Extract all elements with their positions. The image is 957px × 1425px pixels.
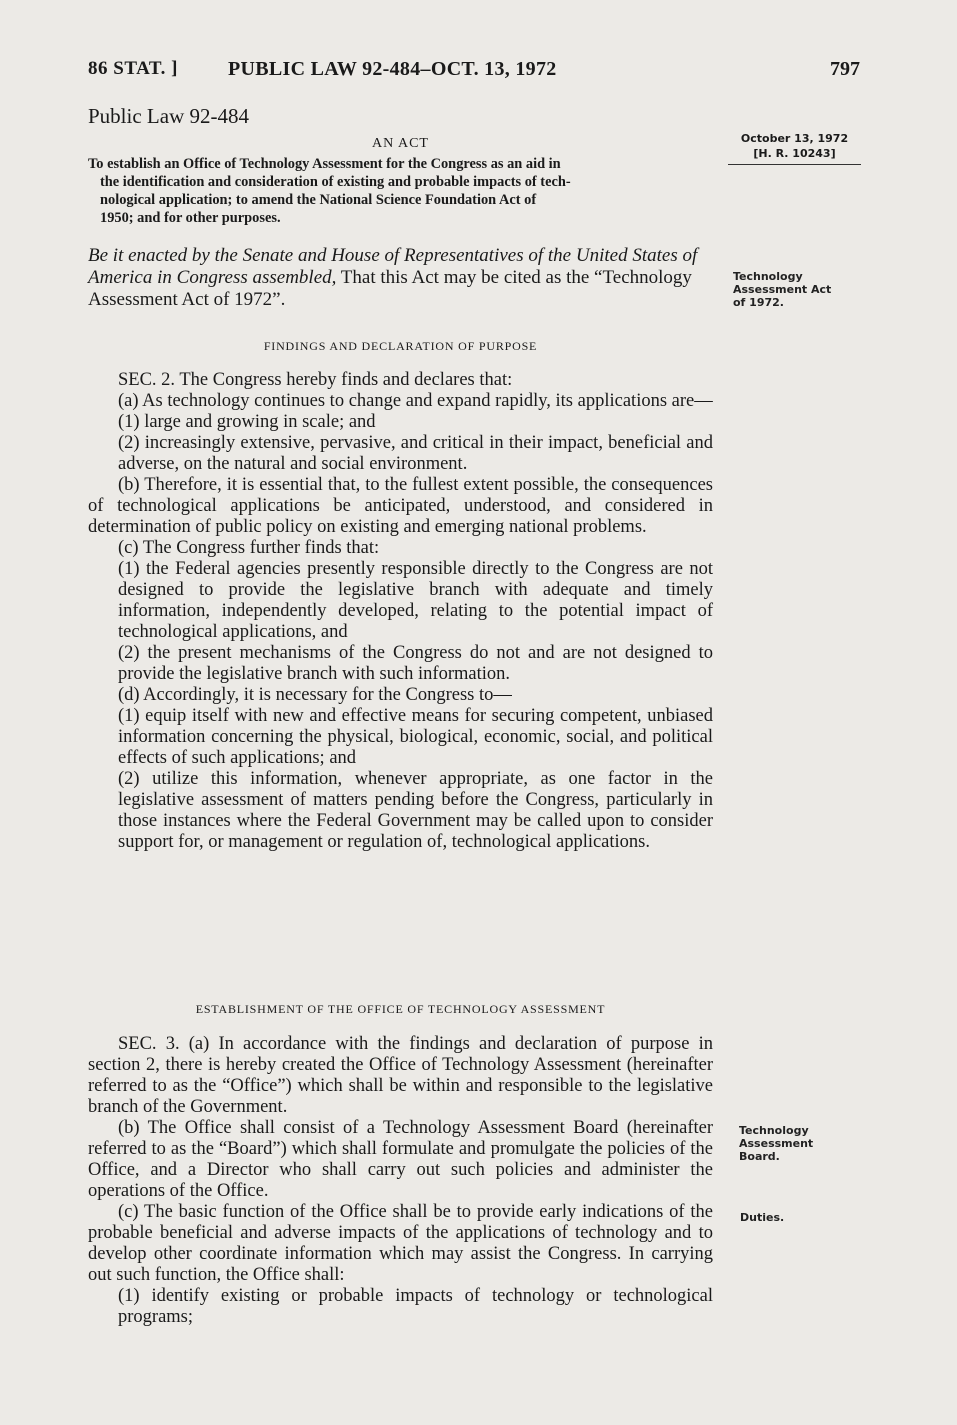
enacting-clause-italic: Be it enacted by the Senate and House of Representatives of the United States of America in Congress assembled, — [88, 245, 698, 288]
paragraph: (1) large and growing in scale; and — [118, 412, 376, 432]
act-title-line: nological application; to amend the National Science Foundation Act of — [100, 192, 537, 208]
enacting-clause-rest: That this Act may be cited as the “Technology Assessment Act of 1972”. — [88, 267, 692, 310]
paragraph: (b) Therefore, it is essential that, to the fullest extent possible, the consequences of technological applications be anticipated, understood, and considered in determination of public policy on existing and emerging national problems. — [88, 475, 713, 537]
margin-date-note — [728, 131, 861, 165]
running-header — [88, 58, 860, 88]
margin-note-line: of 1972. — [733, 296, 784, 309]
paragraph: (1) equip itself with new and effective means for securing competent, unbiased information concerning the physical, biological, economic, social, and political effects of such applications; and — [118, 706, 713, 768]
paragraph: (2) increasingly extensive, pervasive, and critical in their impact, beneficial and adverse, on the natural and social environment. — [118, 433, 713, 474]
margin-note-line: Technology — [733, 270, 803, 283]
paragraph: (c) The basic function of the Office shall be to provide early indications of the probable beneficial and adverse impacts of the applications of technology and to develop other coordinate information which may assist the Congress. In carrying out such function, the Office shall: — [88, 1202, 713, 1285]
margin-note-line: Technology — [739, 1124, 809, 1137]
act-label: AN ACT — [372, 136, 429, 151]
margin-note-line: Assessment Act — [733, 283, 832, 296]
section-2-heading: FINDINGS AND DECLARATION OF PURPOSE — [263, 339, 538, 353]
bill-number: [H. R. 10243] — [753, 147, 836, 160]
section-3-body — [88, 1034, 713, 1328]
enacting-clause — [88, 245, 713, 311]
act-title-line: To establish an Office of Technology Assessment for the Congress as an aid in — [88, 156, 561, 172]
paragraph: SEC. 3. (a) In accordance with the findings and declaration of purpose in section 2, there is hereby created the Office of Technology Assessment (hereinafter referred to as the “Office”) which shall be within and responsible to the legislative branch of the Government. — [88, 1034, 713, 1117]
margin-rule — [728, 164, 861, 165]
margin-note-short-title — [733, 270, 831, 309]
paragraph: (c) The Congress further finds that: — [118, 538, 380, 558]
paragraph: (d) Accordingly, it is necessary for the Congress to— — [118, 685, 512, 705]
paragraph: SEC. 2. The Congress hereby finds and declares that: — [118, 370, 513, 390]
public-law-title: Public Law 92-484 — [88, 104, 249, 128]
paragraph: (2) the present mechanisms of the Congress do not and are not designed to provide the legislative branch with such information. — [118, 643, 713, 684]
margin-note-line: Assessment — [739, 1137, 814, 1150]
margin-note-board — [739, 1124, 813, 1163]
act-title-line: 1950; and for other purposes. — [100, 210, 281, 226]
paragraph: (1) identify existing or probable impacts of technology or technological programs; — [118, 1286, 713, 1327]
act-long-title — [88, 155, 718, 227]
paragraph: (2) utilize this information, whenever appropriate, as one factor in the legislative assessment of matters pending before the Congress, particularly in those instances where the Federal Government may be called upon to consider support for, or management or regulation of, technological applications. — [118, 769, 713, 852]
margin-note-duties — [740, 1211, 784, 1224]
paragraph: (b) The Office shall consist of a Technology Assessment Board (hereinafter referred to as the “Board”) which shall formulate and promulgate the policies of the Office, and a Director who shall carry out such policies and administer the operations of the Office. — [88, 1118, 713, 1201]
paragraph: (a) As technology continues to change and expand rapidly, its applications are— — [118, 391, 713, 411]
margin-note-line: Board. — [739, 1150, 780, 1163]
paragraph: (1) the Federal agencies presently responsible directly to the Congress are not designed to provide the legislative branch with adequate and timely information, independently developed, relating to the potential impact of technological applications, and — [118, 559, 713, 642]
law-reference: PUBLIC LAW 92-484–OCT. 13, 1972 — [228, 58, 557, 80]
section-2-body — [88, 370, 713, 853]
page-number: 797 — [830, 58, 860, 80]
section-3-heading: ESTABLISHMENT OF THE OFFICE OF TECHNOLOGY ASSESSMENT — [195, 1002, 606, 1016]
act-title-line: the identification and consideration of existing and probable impacts of tech- — [100, 174, 571, 190]
stat-reference: 86 STAT. ] — [88, 58, 178, 79]
margin-note-line: Duties. — [740, 1211, 785, 1224]
enactment-date: October 13, 1972 — [740, 132, 849, 145]
